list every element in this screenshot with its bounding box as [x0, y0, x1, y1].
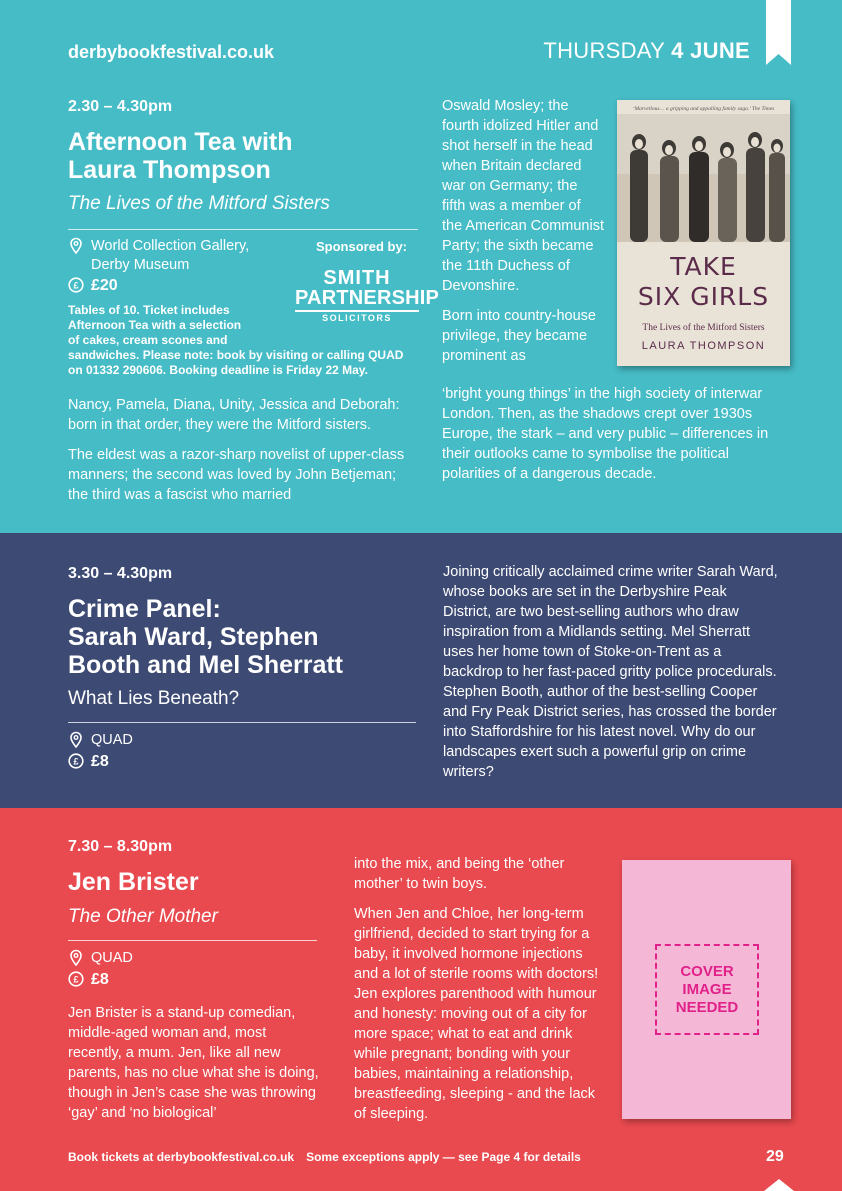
- event-title-line1: Afternoon Tea with: [68, 128, 293, 156]
- sponsor-logo-line3: SOLICITORS: [322, 313, 392, 323]
- price-value: £8: [91, 971, 109, 988]
- event-time: 3.30 – 4.30pm: [68, 565, 173, 582]
- placeholder-line: IMAGE: [682, 980, 732, 998]
- event-subtitle: The Lives of the Mitford Sisters: [68, 193, 330, 214]
- venue-name: QUAD: [91, 732, 133, 748]
- description-paragraph: ‘bright young things’ in the high society of interwar London. Then, as the shadows crept over 1930s Europe, the stark – and very public – differences in their outlooks came to symbolise the political polarities of a dangerous decade.: [442, 386, 769, 482]
- event-time: 2.30 – 4.30pm: [68, 98, 173, 115]
- venue-line1: World Collection Gallery,: [91, 238, 250, 254]
- description-paragraph: The eldest was a razor-sharp novelist of upper-class manners; the second was loved by John Betjeman; the third was a fascist who married: [68, 447, 405, 503]
- ticket-info-line: Tables of 10. Ticket includes: [68, 303, 230, 317]
- page-number: 29: [766, 1148, 784, 1165]
- svg-text:£: £: [73, 756, 79, 767]
- placeholder-label: [655, 944, 759, 1035]
- book-cover-take-six-girls: [617, 100, 790, 366]
- placeholder-line: COVER: [680, 962, 734, 980]
- event-subtitle: The Other Mother: [68, 906, 218, 927]
- footer-book-link[interactable]: Book tickets at derbybookfestival.co.uk: [68, 1150, 295, 1164]
- placeholder-line: NEEDED: [675, 998, 739, 1016]
- price: [68, 276, 118, 295]
- event-time: 7.30 – 8.30pm: [68, 838, 173, 855]
- svg-text:£: £: [73, 280, 79, 291]
- description-paragraph: When Jen and Chloe, her long-term girlfriend, decided to start trying for a baby, it involved hormone injections and a lot of sterile rooms with doctors! Jen explores parenthood with humour and honesty: moving out of a city for more space; what to eat and drink while pregnant; bonding with your babies, maintaining a relationship, breastfeeding, sleeping - and the lack of sleeping.: [354, 906, 599, 1122]
- cover-quote: ‘Marvellous… a gripping and appalling family saga.’ The Times: [632, 106, 775, 112]
- cover-title-line2: SIX GIRLS: [637, 282, 770, 311]
- event-description: Jen Brister is a stand-up comedian, middle-aged woman and, most recently, a mum. Jen, like all new parents, has no clue what she is doing, though in Jen’s case she was throwing ‘gay’ and ‘no biological’: [68, 1005, 319, 1121]
- event-subtitle: What Lies Beneath?: [68, 688, 240, 709]
- bookmark-tab: [766, 0, 791, 65]
- event-title: Jen Brister: [68, 868, 199, 896]
- venue: [68, 237, 249, 275]
- sponsor-label: Sponsored by:: [316, 239, 408, 254]
- event-title-line3: Booth and Mel Sherratt: [68, 651, 344, 679]
- event-title: [68, 595, 343, 679]
- pound-coin-icon: [68, 970, 84, 988]
- svg-text:£: £: [73, 974, 79, 985]
- location-pin-icon: [68, 731, 84, 749]
- footer-exceptions: Some exceptions apply — see Page 4 for details: [306, 1150, 581, 1164]
- event-description-col2: [354, 854, 604, 1124]
- ticket-info-line: of cakes, cream scones and: [68, 333, 228, 347]
- page-tab-arrow: [764, 1176, 794, 1191]
- ticket-info-line: Afternoon Tea with a selection: [68, 318, 242, 332]
- event-description: Joining critically acclaimed crime writer Sarah Ward, whose books are set in the Derbyshire Peak District, are two best-selling authors who draw inspiration from a Midlands setting. Mel Sherratt uses her home town of Stoke-on-Trent as a backdrop to her fast-paced gritty police procedurals. Stephen Booth, author of the best-selling Cooper and Fry Peak District series, has crossed the border into Staffordshire for his latest novel. Why do our landscapes exert such a powerful grip on crime writers?: [443, 564, 778, 780]
- price-value: £8: [91, 753, 109, 770]
- event-description-col2-wide: [442, 384, 782, 484]
- venue: [68, 949, 133, 968]
- event-section-afternoon-tea: [0, 0, 842, 533]
- sponsor-logo-rule: [295, 310, 419, 312]
- venue-name: QUAD: [91, 950, 133, 966]
- site-url[interactable]: derbybookfestival.co.uk: [68, 42, 275, 62]
- venue-line2: Derby Museum: [91, 257, 190, 273]
- event-title-line1: Crime Panel:: [68, 595, 221, 623]
- event-title-line2: Sarah Ward, Stephen: [68, 623, 319, 651]
- cover-subtitle: The Lives of the Mitford Sisters: [642, 323, 765, 333]
- cover-title-line1: TAKE: [670, 252, 737, 281]
- event-title: [68, 128, 293, 184]
- page-date-value: 4 JUNE: [671, 38, 750, 63]
- description-paragraph: into the mix, and being the ‘other mother’ to twin boys.: [354, 856, 565, 892]
- location-pin-icon: [68, 949, 84, 967]
- sponsor-logo: [295, 267, 440, 323]
- page-date: [543, 38, 750, 64]
- description-paragraph: Born into country-house privilege, they became prominent as: [442, 308, 596, 364]
- sponsor-logo-line2: PARTNERSHIP: [295, 287, 440, 309]
- sponsor-logo-line1: SMITH: [323, 267, 391, 289]
- ticket-info-line: on 01332 290606. Booking deadline is Friday 22 May.: [68, 363, 368, 377]
- event-description: [68, 395, 418, 505]
- price: [68, 752, 109, 771]
- divider: [68, 229, 418, 230]
- cover-author: LAURA THOMPSON: [641, 340, 766, 352]
- price-value: £20: [91, 277, 118, 294]
- pound-coin-icon: [68, 276, 84, 294]
- description-paragraph: Oswald Mosley; the fourth idolized Hitler and shot herself in the head when Britain declared war on Germany; the fifth was a member of the American Communist Party; the sixth became the 11th Duchess of Devonshire.: [442, 98, 604, 294]
- page-day: THURSDAY: [543, 38, 665, 63]
- footer-info: [68, 1150, 581, 1164]
- divider: [68, 722, 416, 723]
- cover-image-placeholder: [622, 860, 791, 1119]
- ticket-info-line: sandwiches. Please note: book by visiting or calling QUAD: [68, 348, 404, 362]
- cover-title: [617, 252, 790, 312]
- event-description-col2: [442, 96, 604, 366]
- divider: [68, 940, 317, 941]
- pound-coin-icon: [68, 752, 84, 770]
- price: [68, 970, 109, 989]
- description-paragraph: Nancy, Pamela, Diana, Unity, Jessica and Deborah: born in that order, they were the Mitford sisters.: [68, 397, 400, 433]
- location-pin-icon: [68, 237, 84, 255]
- event-title-line2: Laura Thompson: [68, 156, 271, 184]
- venue: [68, 731, 133, 750]
- event-section-crime-panel: [0, 533, 842, 808]
